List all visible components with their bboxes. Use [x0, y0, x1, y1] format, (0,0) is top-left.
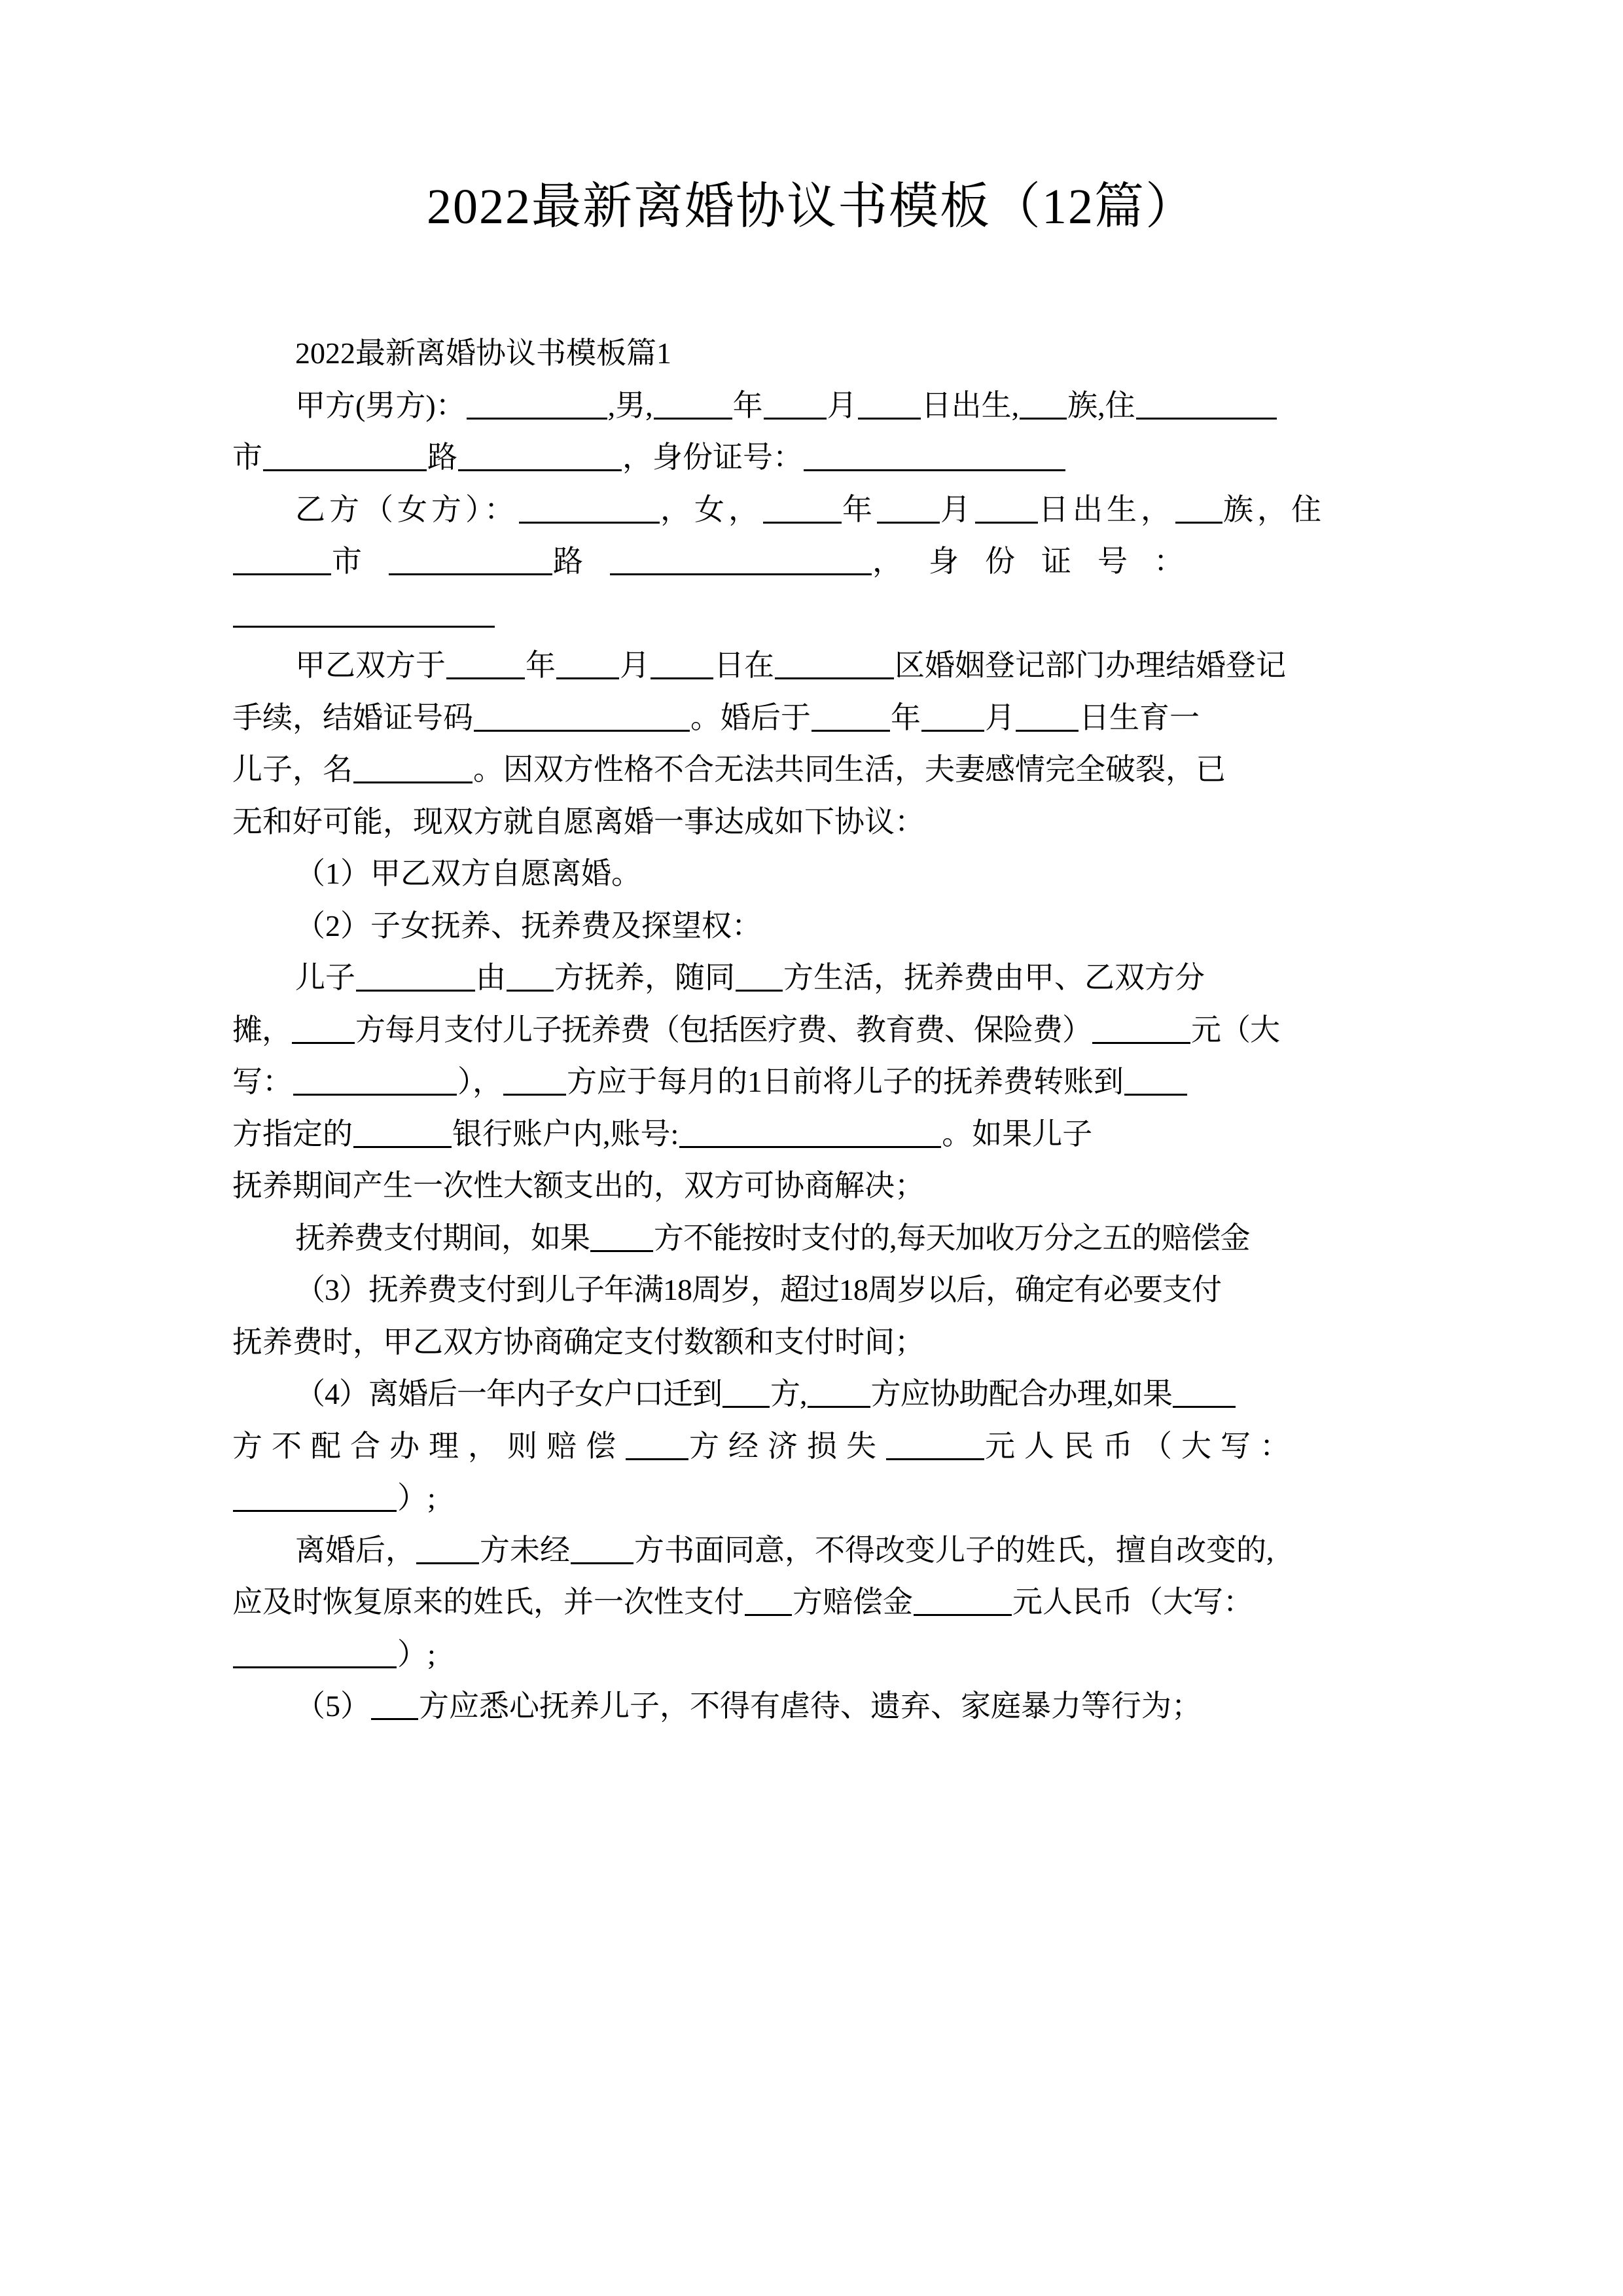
- blank-marry-month[interactable]: [556, 654, 619, 679]
- blank-transfer-party[interactable]: [503, 1070, 566, 1096]
- blank-day-b[interactable]: [975, 498, 1038, 524]
- party-a-label: 甲方(男方)：: [295, 388, 466, 422]
- blank-city-a[interactable]: [1136, 394, 1277, 420]
- surname-compensation-label: 方赔偿金: [793, 1585, 913, 1619]
- blank-noncooperate-party[interactable]: [1173, 1382, 1236, 1408]
- blank-month-a[interactable]: [764, 394, 827, 420]
- surname-lead: 离婚后，: [295, 1533, 416, 1567]
- blank-address-a[interactable]: [458, 446, 622, 471]
- blank-month-b[interactable]: [877, 498, 940, 524]
- unit-residence-a: 族,住: [1067, 388, 1135, 422]
- blank-compensated-party[interactable]: [626, 1435, 688, 1460]
- blank-bank-name[interactable]: [353, 1122, 452, 1148]
- blank-year-b[interactable]: [763, 498, 842, 524]
- clause-5-text: 方应悉心抚养儿子，不得有虐待、遗弃、家庭暴力等行为；: [419, 1689, 1202, 1723]
- blank-bank-account-no[interactable]: [679, 1122, 941, 1148]
- clause-4-paren-close: ）;: [397, 1481, 436, 1515]
- custody-share-text: 方生活，抚养费由甲、乙双方分: [783, 961, 1205, 994]
- document-body: [232, 327, 1384, 1732]
- blank-late-party[interactable]: [590, 1227, 653, 1252]
- clause-4-lead: （4）离婚后一年内子女户口迁到: [295, 1377, 722, 1410]
- blank-surname-compensation-amount[interactable]: [914, 1590, 1012, 1616]
- unit-marry-year: 年: [526, 649, 556, 682]
- blank-loss-amount[interactable]: [886, 1435, 984, 1460]
- unit-marry-at: 日在: [714, 649, 774, 682]
- blank-custody-party[interactable]: [507, 966, 554, 992]
- late-payment-lead: 抚养费支付期间，如果: [295, 1221, 590, 1255]
- clause-4-line-1: [232, 1368, 1384, 1420]
- clause-4-currency: 元人民币（大写：: [985, 1429, 1299, 1463]
- unit-birth-a: 日出生,: [921, 388, 1020, 422]
- unit-month-b: 月: [940, 492, 974, 526]
- custody-live-with: 方抚养，随同: [554, 961, 735, 994]
- blank-surname-party[interactable]: [416, 1539, 479, 1564]
- blank-birth-day[interactable]: [1016, 706, 1079, 732]
- child-name-line: [232, 744, 1384, 796]
- surname-restore-label: 应及时恢复原来的姓氏，并一次性支付: [232, 1585, 744, 1619]
- surname-paren-close: ）;: [397, 1637, 436, 1671]
- child-name-label: 儿子，名: [232, 753, 353, 786]
- heading-label: 2022最新离婚协议书模板篇1: [295, 336, 671, 370]
- blank-consent-party[interactable]: [571, 1539, 633, 1564]
- blank-ethnicity-b[interactable]: [1175, 498, 1222, 524]
- blank-district-a[interactable]: [263, 446, 427, 471]
- unit-year-b: 年: [842, 492, 876, 526]
- unit-birth-suffix: 日生育一: [1079, 700, 1200, 734]
- party-a-line-1: [232, 380, 1384, 432]
- clause-4-compensate-lead: 方不配合办理，则赔偿: [232, 1429, 625, 1463]
- blank-loss-amount-words[interactable]: [233, 1486, 397, 1512]
- custody-child-label: 儿子: [295, 961, 355, 994]
- unit-road-b: 路: [553, 545, 609, 578]
- agreement-intro-line: [232, 796, 1384, 848]
- agreement-intro-text: 无和好可能，现双方就自愿离婚一事达成如下协议：: [232, 804, 925, 838]
- marriage-office-text: 区婚姻登记部门办理结婚登记: [895, 649, 1286, 682]
- blank-province-b[interactable]: [233, 550, 331, 575]
- unit-city-a: 市: [232, 440, 262, 474]
- late-payment-text: 方不能按时支付的,每天加收万分之五的赔偿金: [654, 1221, 1250, 1255]
- blank-hukou-party[interactable]: [722, 1382, 770, 1408]
- breakdown-text: 。因双方性格不合无法共同生活，夫妻感情完全破裂，已: [473, 753, 1226, 786]
- blank-receiving-party[interactable]: [1124, 1070, 1187, 1096]
- label-idcard-a: ，身份证号：: [622, 440, 803, 474]
- blank-district-b[interactable]: [389, 550, 552, 575]
- support-paren-close: ），: [457, 1065, 503, 1098]
- blank-year-a[interactable]: [654, 394, 732, 420]
- party-b-label: 乙方（女方）：: [295, 492, 518, 526]
- blank-idcard-b[interactable]: [233, 602, 495, 628]
- blank-name-b[interactable]: [519, 498, 660, 524]
- clause-3-line-2: [232, 1316, 1384, 1369]
- blank-surname-compensated-party[interactable]: [745, 1590, 792, 1616]
- support-fee-line-1: [232, 1004, 1384, 1056]
- bank-account-line: [232, 1108, 1384, 1160]
- blank-support-amount[interactable]: [1092, 1018, 1190, 1044]
- blank-idcard-a[interactable]: [804, 446, 1065, 471]
- blank-marry-year[interactable]: [446, 654, 525, 679]
- clause-4-mid-2: 方应协助配合办理,如果: [870, 1377, 1172, 1410]
- unit-marry-month: 月: [620, 649, 650, 682]
- blank-surname-compensation-words[interactable]: [233, 1643, 397, 1668]
- clause-3-text-2: 抚养费时，甲乙双方协商确定支付数额和支付时间；: [232, 1325, 925, 1359]
- party-b-idcard-line: [232, 588, 1384, 640]
- party-b-gender: ，女，: [660, 492, 762, 526]
- support-fee-desc: 方每月支付儿子抚养费（包括医疗费、教育费、保险费）: [355, 1013, 1092, 1047]
- support-share-label: 摊，: [232, 1013, 291, 1047]
- support-transfer-text: 方应于每月的1日前将儿子的抚养费转账到: [567, 1065, 1124, 1098]
- blank-paying-party[interactable]: [292, 1018, 355, 1044]
- lump-sum-line: [232, 1160, 1384, 1212]
- bank-account-label: 银行账户内,账号:: [452, 1117, 679, 1151]
- unit-birth-b: 日出生，: [1039, 492, 1175, 526]
- unit-residence-b: 族，住: [1223, 492, 1325, 526]
- lump-sum-text: 抚养期间产生一次性大额支出的，双方可协商解决；: [232, 1169, 925, 1202]
- blank-birth-year[interactable]: [812, 706, 890, 732]
- clause-2-heading-text: （2）子女抚养、抚养费及探望权：: [295, 908, 762, 942]
- clause-5-line: [232, 1680, 1384, 1732]
- marriage-cert-label: 手续，结婚证号码: [232, 700, 473, 734]
- clause-2-heading: [232, 900, 1384, 952]
- clause-4-loss-label: 方经济损失: [689, 1429, 885, 1463]
- clause-1: [232, 848, 1384, 900]
- clause-4-line-3: [232, 1472, 1384, 1524]
- unit-birth-year: 年: [891, 700, 921, 734]
- custody-line-1: [232, 952, 1384, 1004]
- blank-ethnicity-a[interactable]: [1020, 394, 1067, 420]
- clause-5-number: （5）: [295, 1689, 370, 1723]
- bank-designated-label: 方指定的: [232, 1117, 353, 1151]
- marriage-lead: 甲乙双方于: [295, 649, 446, 682]
- blank-day-a[interactable]: [858, 394, 921, 420]
- late-payment-line: [232, 1212, 1384, 1265]
- unit-month-a: 月: [827, 388, 857, 422]
- section-heading: [232, 327, 1384, 380]
- party-b-line-2: [232, 535, 1384, 588]
- marriage-registration-line-1: [232, 639, 1384, 692]
- support-fee-unit: 元（大: [1191, 1013, 1279, 1047]
- blank-birth-month[interactable]: [921, 706, 984, 732]
- blank-custody-child[interactable]: [356, 966, 475, 992]
- label-idcard-b: ，身份证号：: [872, 545, 1210, 578]
- custody-by: 由: [476, 961, 506, 994]
- clause-4-mid-1: 方,: [770, 1377, 807, 1410]
- party-a-gender: ,男,: [607, 388, 653, 422]
- bank-trailing-text: 。如果儿子: [942, 1117, 1093, 1151]
- blank-marriage-cert-no[interactable]: [474, 706, 690, 732]
- page-title: 2022最新离婚协议书模板（12篇）: [427, 179, 1196, 234]
- unit-road-a: 路: [427, 440, 457, 474]
- blank-marry-district[interactable]: [775, 654, 894, 679]
- blank-living-party[interactable]: [736, 966, 783, 992]
- party-a-line-2: [232, 431, 1384, 484]
- clause-3-line-1: [232, 1264, 1384, 1316]
- birth-lead: 。婚后于: [690, 700, 811, 734]
- blank-support-amount-words[interactable]: [293, 1070, 457, 1096]
- blank-name-a[interactable]: [467, 394, 607, 420]
- clause-3-text-1: （3）抚养费支付到儿子年满18周岁，超过18周岁以后，确定有必要支付: [295, 1273, 1221, 1306]
- blank-clause5-party[interactable]: [371, 1695, 418, 1720]
- clause-4-line-2: [232, 1420, 1384, 1473]
- surname-line-2: [232, 1576, 1384, 1628]
- unit-birth-month: 月: [985, 700, 1015, 734]
- support-amount-words-label: 写：: [232, 1065, 293, 1098]
- surname-line-3: [232, 1628, 1384, 1681]
- surname-text: 方书面同意，不得改变儿子的姓氏，擅自改变的,: [634, 1533, 1274, 1567]
- blank-address-b[interactable]: [610, 550, 872, 575]
- marriage-registration-line-2: [232, 692, 1384, 744]
- surname-without: 方未经: [480, 1533, 570, 1567]
- surname-line-1: [232, 1524, 1384, 1577]
- support-fee-line-2: [232, 1056, 1384, 1108]
- unit-city-b: 市: [332, 545, 388, 578]
- blank-assist-party[interactable]: [808, 1382, 870, 1408]
- surname-currency: 元人民币（大写：: [1012, 1585, 1253, 1619]
- clause-1-text: （1）甲乙双方自愿离婚。: [295, 857, 641, 890]
- unit-year-a: 年: [732, 388, 763, 422]
- blank-child-name[interactable]: [353, 758, 473, 783]
- party-b-line-1: [232, 484, 1384, 536]
- blank-marry-day[interactable]: [651, 654, 713, 679]
